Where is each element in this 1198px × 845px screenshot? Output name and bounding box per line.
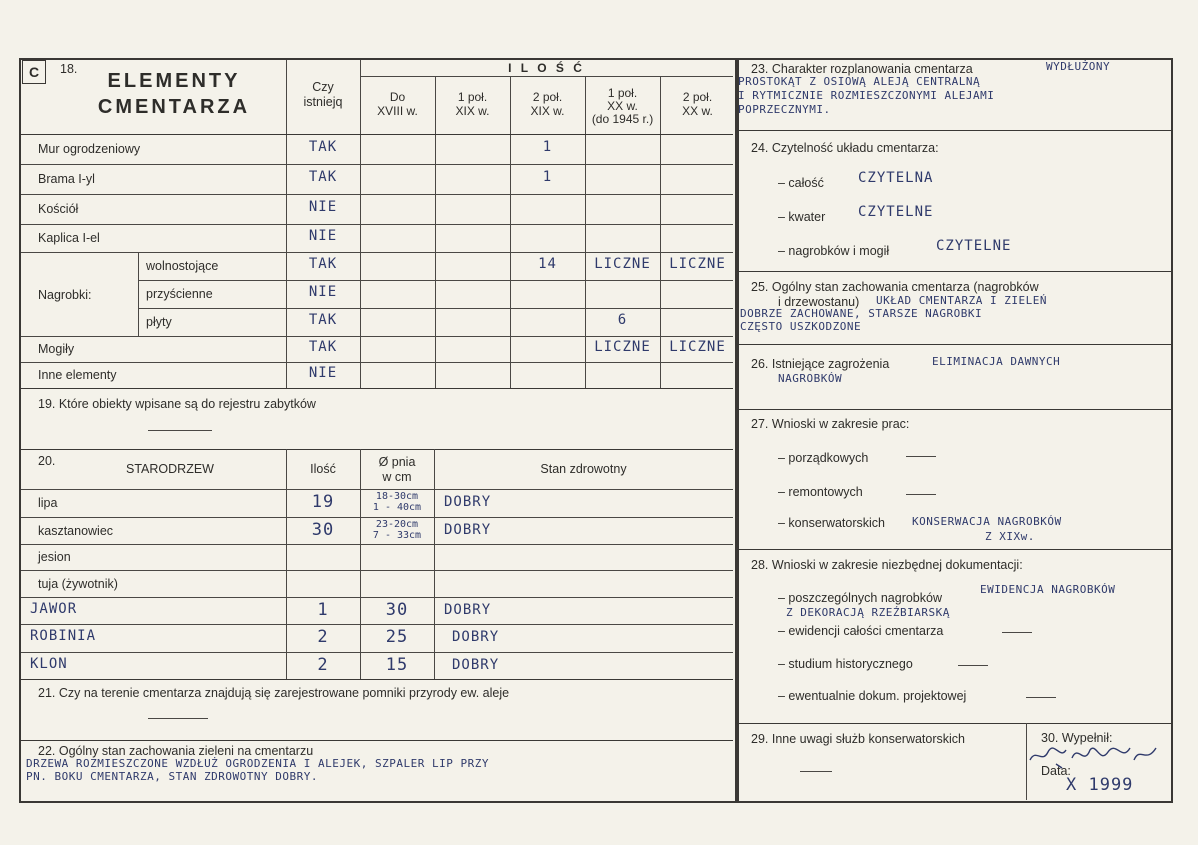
s28-dash [958,665,988,666]
s24-label: 24. Czytelność układu cmentarza: [751,141,939,155]
period-header-0-0: Do [389,90,406,104]
tree-name: kasztanowiec [38,523,114,538]
s24-item-value: CZYTELNA [858,170,934,186]
element-exists-value: NIE [308,365,338,381]
s25-handwriting-2: DOBRZE ZACHOWANE, STARSZE NAGROBKI [740,307,983,320]
tree-row-line [21,570,733,571]
s23-label: 23. Charakter rozplanowania cmentarza [751,62,973,76]
element-row-label: płyty [146,315,172,329]
tree-diameter: 25 [385,627,409,647]
s26-label: 26. Istniejące zagrożenia [751,357,890,371]
tree-row-line [21,652,733,653]
period-header-3-0: 1 poł. [607,86,638,100]
tree-row-line [21,544,733,545]
s25-label-1: 25. Ogólny stan zachowania cmentarza (nagrobków [751,280,1039,294]
s27-dash [906,456,936,457]
s24-item-value: CZYTELNE [936,238,1012,254]
col-czy-1: Czy [312,80,334,94]
s30-date: X 1999 [1066,775,1134,795]
s23-handwriting-3: I RYTMICZNIE ROZMIESZCZONYMI ALEJAMI [738,89,995,102]
period-header-4-0: 2 poł. [682,90,713,104]
s24-item-label: – kwater [778,210,826,224]
s26-handwriting-1: ELIMINACJA DAWNYCH [932,355,1061,368]
s27-dash [906,494,936,495]
tree-state: DOBRY [452,629,500,645]
form-letter: C [28,64,40,80]
row-line [138,308,733,309]
row-line [21,194,733,195]
form-letter-box [22,60,46,84]
s25-handwriting-3: CZĘSTO USZKODZONE [740,320,862,333]
s28-dash [1002,632,1032,633]
s22-handwriting-2: PN. BOKU CMENTARZA, STAN ZDROWOTNY DOBRY. [26,770,319,783]
s28-item-label: – ewentualnie dokum. projektowej [778,689,967,703]
row-line [21,336,733,337]
s20-pnia-2: w cm [382,470,412,484]
tree-name: ROBINIA [30,628,97,644]
element-count-cell: 14 [538,256,557,272]
s18-number: 18. [60,62,78,76]
element-count-cell: 6 [617,312,628,328]
element-count-cell: 1 [542,169,553,185]
tree-diameter-2: 7 - 33cm [372,529,422,541]
s27-item-label: – konserwatorskich [778,516,885,530]
s23-handwriting-4: POPRZECZNYMI. [738,103,831,116]
s28-dash [1026,697,1056,698]
period-header-1-1: XIX w. [455,104,490,118]
s27-item-label: – remontowych [778,485,863,499]
s22-label: 22. Ogólny stan zachowania zieleni na cmentarzu [38,744,314,758]
s28-item-label: – studium historycznego [778,657,913,671]
element-count-cell: LICZNE [594,256,651,272]
s30-label: 30. Wypełnił: [1041,731,1113,745]
period-header-4-1: XX w. [682,104,713,118]
element-exists-value: NIE [308,284,338,300]
element-row-label: Kościół [38,202,79,216]
element-row-label: wolnostojące [146,259,219,273]
element-exists-value: NIE [308,228,338,244]
tree-name: KLON [30,655,68,672]
s27-handwriting-2: Z XIXw. [985,530,1035,543]
tree-diameter: 30 [385,599,409,620]
tree-name: jesion [38,550,71,564]
tree-count: 1 [317,599,329,620]
element-count-cell: LICZNE [594,339,651,355]
s25-handwriting-1: UKŁAD CMENTARZA I ZIELEŃ [876,294,1047,307]
tree-diameter-2: 1 - 40cm [372,502,422,513]
s25-label-2: i drzewostanu) [778,295,860,309]
element-count-cell: LICZNE [669,339,726,355]
s20-ilosc: Ilość [310,462,336,476]
element-count-cell: 1 [542,139,553,155]
element-exists-value: TAK [308,256,338,272]
tree-name: JAWOR [30,600,78,617]
s30-date-label: Data: [1041,764,1071,778]
period-header-3-1: XX w. [607,99,638,113]
ilosc-header: I L O Ś Ć [508,61,585,75]
element-row-label: Mur ogrodzeniowy [38,142,141,156]
row-line [21,362,733,363]
tree-name: tuja (żywotnik) [38,576,118,591]
tree-state: DOBRY [444,494,492,510]
element-count-cell: LICZNE [669,256,726,272]
s28-item-label: – poszczególnych nagrobków [778,591,942,605]
element-row-label: Brama I-yl [38,172,95,186]
tree-count: 2 [317,654,329,675]
s20-number: 20. [38,454,56,468]
tree-diameter-1: 18-30cm [375,491,419,502]
period-header-1-0: 1 poł. [457,90,488,104]
tree-diameter: 15 [385,654,409,675]
tree-row-line [21,597,733,598]
tree-count: 19 [311,492,335,512]
s18-title-1: ELEMENTY [107,70,241,92]
s20-pnia-1: Ø pnia [378,455,416,469]
s24-item-value: CZYTELNE [858,204,934,220]
s23-handwriting-2: PROSTOKĄT Z OSIOWĄ ALEJĄ CENTRALNĄ [738,75,981,88]
s20-stan: Stan zdrowotny [540,462,627,476]
element-exists-value: TAK [308,139,338,155]
s21-label: 21. Czy na terenie cmentarza znajdują się zarejestrowane pomniki przyrody ew. aleje [38,686,510,700]
element-row-label: przyścienne [146,287,213,301]
s19-label: 19. Które obiekty wpisane są do rejestru zabytków [38,397,316,411]
nagrobki-label: Nagrobki: [38,288,92,302]
s29-label: 29. Inne uwagi służb konserwatorskich [751,732,966,746]
s24-item-label: – nagrobków i mogił [778,244,890,258]
s28-handwriting-2: Z DEKORACJĄ RZEŹBIARSKĄ [786,606,950,619]
element-row-label: Kaplica I-el [38,231,100,245]
s23-handwriting-1: WYDŁUŻONY [1046,60,1111,73]
col-czy-2: istniejq [303,95,343,109]
tree-state: DOBRY [444,521,492,538]
s28-item-value: EWIDENCJA NAGROBKÓW [980,583,1116,596]
element-row-label: Mogiły [38,342,75,356]
s28-label: 28. Wnioski w zakresie niezbędnej dokumentacji: [751,558,1023,572]
element-exists-value: TAK [308,312,338,328]
row-line [21,224,733,225]
period-header-0-1: XVIII w. [377,104,418,118]
s28-item-label: – ewidencji całości cmentarza [778,624,944,638]
s27-item-value: KONSERWACJA NAGROBKÓW [912,515,1062,528]
s27-label: 27. Wnioski w zakresie prac: [751,417,910,431]
period-header-3-2: (do 1945 r.) [591,112,654,126]
tree-row-line [21,624,733,625]
tree-diameter-1: 23-20cm [375,518,419,530]
element-exists-value: NIE [308,199,338,215]
s20-title: STARODRZEW [126,462,214,476]
tree-state: DOBRY [444,601,492,618]
row-line [21,164,733,165]
s26-handwriting-2: NAGROBKÓW [778,372,843,385]
tree-state: DOBRY [452,656,500,673]
s24-item-label: – całość [778,176,824,190]
period-header-2-0: 2 poł. [532,90,563,104]
element-row-label: Inne elementy [38,368,117,382]
tree-count: 2 [317,627,329,647]
s22-handwriting-1: DRZEWA ROZMIESZCZONE WZDŁUŻ OGRODZENIA I ALEJEK, SZPALER LIP PRZY [26,757,489,770]
period-header-2-1: XIX w. [530,104,565,118]
element-exists-value: TAK [308,339,338,355]
row-line [21,252,733,253]
s27-item-label: – porządkowych [778,451,869,465]
tree-name: lipa [38,496,58,510]
element-exists-value: TAK [308,169,338,185]
row-line [138,280,733,281]
s18-title-2: CMENTARZA [97,96,251,118]
tree-count: 30 [311,519,335,540]
